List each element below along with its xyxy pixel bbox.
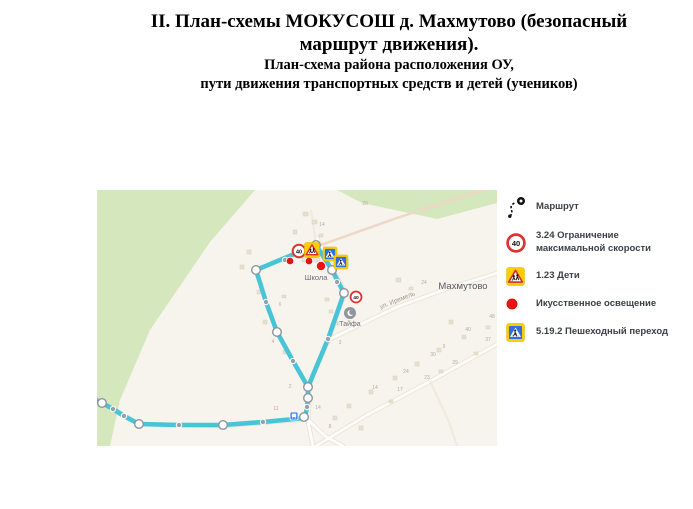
street-light-icon	[506, 298, 536, 310]
house-number: 8	[328, 424, 332, 430]
speed-limit-sign-icon	[506, 233, 536, 253]
legend-item	[506, 323, 692, 342]
route-waypoint	[273, 328, 282, 337]
house-number: 24	[403, 369, 409, 375]
route-point-minor	[260, 419, 265, 424]
house-number: 40	[465, 327, 471, 333]
house-number: 4	[271, 339, 275, 345]
bus-stop-icon	[292, 414, 296, 417]
house-number: 29	[452, 360, 458, 366]
house-number: 17	[397, 387, 403, 393]
house-number: 14	[372, 385, 378, 391]
street-light-dot	[316, 261, 325, 270]
mosque-icon	[349, 310, 354, 315]
map-place-label: Тайфа	[339, 321, 361, 328]
children-sign-icon	[506, 267, 536, 286]
route-waypoint	[219, 421, 228, 430]
map-place-label: Школа	[304, 273, 328, 282]
legend-item	[506, 230, 692, 255]
house-number: 11	[273, 406, 279, 412]
speed-limit-sign	[351, 292, 362, 303]
house-number: 9	[442, 344, 446, 350]
legend-label: 3.24 Ограничение максимальной скорости	[536, 230, 651, 254]
map-place-label: Махмутово	[438, 281, 488, 292]
route-waypoint	[304, 383, 313, 392]
street-light-dot	[286, 257, 294, 265]
house-number: 30	[430, 352, 436, 358]
map-image	[97, 190, 497, 446]
legend-label: 1.23 Дети	[536, 270, 580, 282]
legend-item	[506, 298, 692, 311]
page-title	[85, 10, 693, 94]
title-line-2: маршрут движения).	[299, 34, 479, 55]
route-point-minor	[290, 358, 295, 363]
legend-label: Икусственное освещение	[536, 298, 657, 309]
house-number: 6	[278, 302, 282, 308]
house-number: 2	[288, 384, 292, 390]
map-legend	[506, 196, 692, 342]
legend-item	[506, 267, 692, 286]
pedestrian-crossing-sign-icon	[506, 323, 536, 342]
children-sign	[304, 242, 319, 257]
house-number: 37	[485, 337, 491, 343]
house-number: 48	[489, 314, 495, 320]
subtitle-line-2: пути движения транспортных средств и детей (учеников)	[200, 76, 578, 92]
legend-item	[506, 196, 692, 218]
bus-stop-icon	[295, 417, 296, 418]
map-place-label: ул. Иремель	[378, 290, 417, 311]
route-point-minor	[110, 406, 115, 411]
speed-limit-sign	[293, 245, 306, 258]
route-point-minor	[176, 422, 181, 427]
bus-stop-icon	[292, 417, 293, 418]
route-point-minor	[121, 413, 126, 418]
subtitle-line-1: План-схема района расположения ОУ,	[264, 57, 514, 73]
legend-label: 5.19.2 Пешеходный переход	[536, 325, 669, 337]
house-number: 3	[338, 340, 342, 346]
route-waypoint	[340, 289, 349, 298]
map-svg	[97, 190, 497, 446]
route-waypoint	[304, 394, 313, 403]
route-waypoint	[252, 266, 261, 275]
route-point-minor	[325, 336, 330, 341]
street-light-dot	[305, 257, 313, 265]
house-number: 14	[315, 405, 321, 411]
route-waypoint	[300, 413, 309, 422]
route-waypoint	[135, 420, 144, 429]
house-number: 14	[319, 222, 325, 228]
route-point-minor	[304, 404, 309, 409]
route-icon	[506, 196, 536, 218]
house-number: 23	[424, 375, 430, 381]
route-point-minor	[263, 299, 268, 304]
route-waypoint	[98, 399, 107, 408]
house-number: 20	[362, 201, 368, 207]
title-line-1: II. План-схемы МОКУСОШ д. Махмутово (безопасный	[150, 11, 628, 32]
pedestrian-crossing-sign	[334, 255, 348, 269]
legend-label: Маршрут	[536, 200, 579, 212]
house-number: 24	[421, 280, 427, 286]
route-point-minor	[334, 279, 339, 284]
